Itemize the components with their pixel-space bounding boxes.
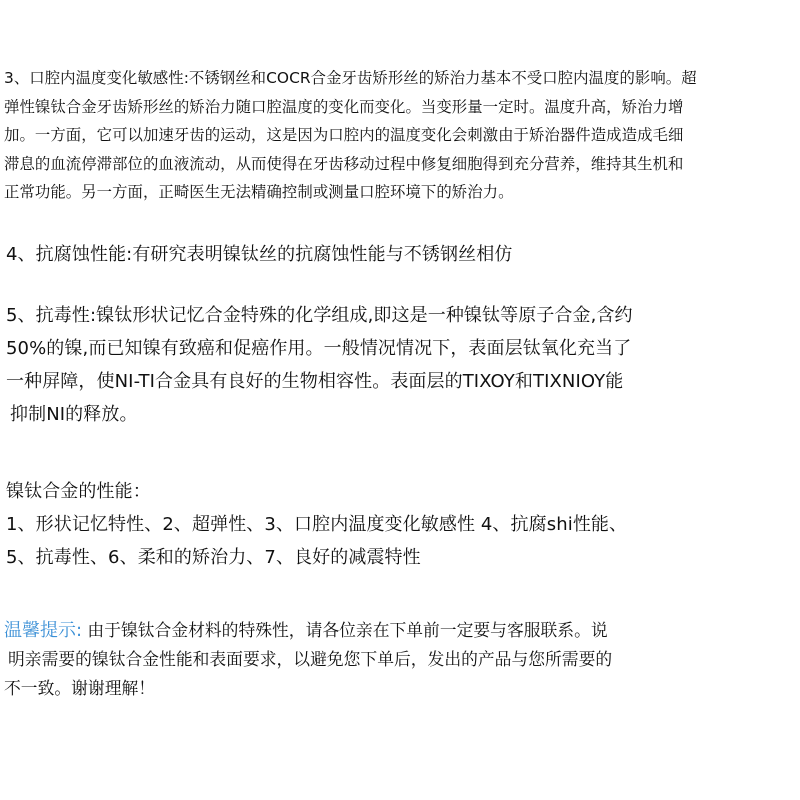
properties-line: 5、抗毒性、6、柔和的矫治力、7、良好的减震特性	[6, 547, 421, 568]
paragraph-line: 3、口腔内温度变化敏感性:不锈钢丝和COCR合金牙齿矫形丝的矫治力基本不受口腔内温度的影响。超	[4, 69, 697, 87]
paragraph-line: 50%的镍,而已知镍有致癌和促癌作用。一般情况情况下，表面层钛氧化充当了	[6, 338, 632, 359]
section-5-toxicity-resistance	[0, 299, 800, 431]
tip-line: 明亲需要的镍钛合金性能和表面要求，以避免您下单后，发出的产品与您所需要的	[8, 649, 613, 669]
tip-text: 由于镍钛合金材料的特殊性，请各位亲在下单前一定要与客服联系。说	[87, 620, 608, 640]
paragraph-line: 滞息的血流停滞部位的血液流动，从而使得在牙齿移动过程中修复细胞得到充分营养，维持其生机和	[4, 154, 684, 173]
paragraph-line: 4、抗腐蚀性能:有研究表明镍钛丝的抗腐蚀性能与不锈钢丝相仿	[6, 244, 513, 265]
tip-line: 不一致。谢谢理解！	[4, 678, 156, 698]
tip-label: 温馨提示:	[4, 620, 83, 641]
section-4-corrosion-resistance	[0, 238, 800, 271]
paragraph-line: 弹性镍钛合金牙齿矫形丝的矫治力随口腔温度的变化而变化。当变形量一定时。温度升高，矫治力增	[4, 97, 684, 116]
paragraph-line: 抑制NI的释放。	[10, 404, 138, 425]
warm-tip-notice	[0, 616, 800, 703]
paragraph-line: 加。一方面，它可以加速牙齿的运动，这是因为口腔内的温度变化会刺激由于矫治器件造成造成毛细	[4, 126, 684, 144]
nitinol-properties-section	[0, 475, 800, 574]
tip-line	[0, 616, 800, 645]
section-title: 镍钛合金的性能：	[6, 481, 151, 502]
section-3-temperature-sensitivity	[0, 64, 800, 207]
paragraph-line: 正常功能。另一方面，正畸医生无法精确控制或测量口腔环境下的矫治力。	[4, 183, 514, 201]
paragraph-line: 一种屏障，使NI-TI合金具有良好的生物相容性。表面层的TIXOY和TIXNIOY能	[6, 371, 624, 392]
paragraph-line: 5、抗毒性:镍钛形状记忆合金特殊的化学组成,即这是一种镍钛等原子合金,含约	[6, 305, 633, 326]
properties-line: 1、形状记忆特性、2、超弹性、3、口腔内温度变化敏感性 4、抗腐shi性能、	[6, 514, 628, 535]
